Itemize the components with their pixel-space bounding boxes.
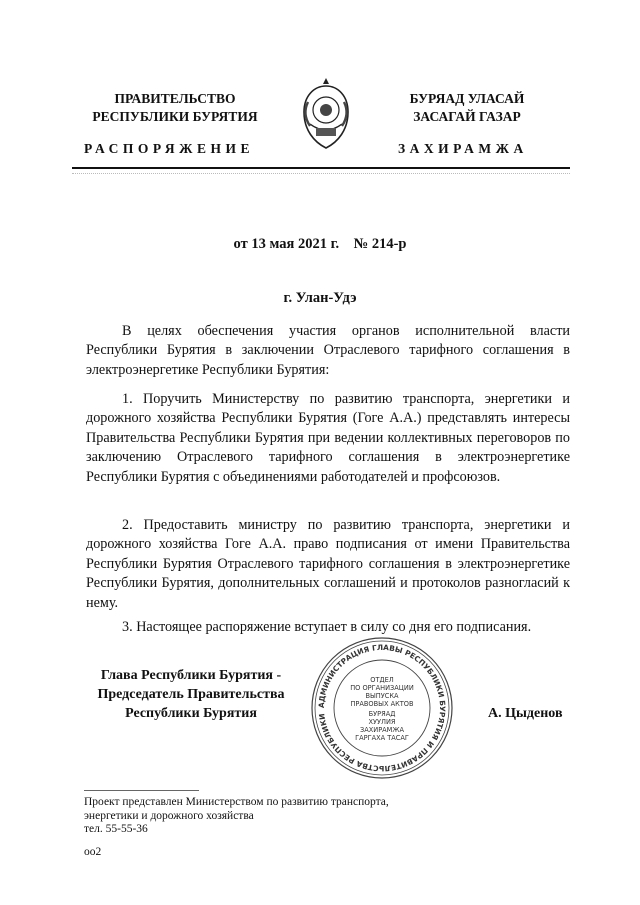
document-code: оо2 bbox=[84, 846, 102, 858]
header-divider bbox=[72, 167, 570, 169]
paragraph-3: 3. Настоящее распоряжение вступает в силу со дня его подписания. bbox=[122, 619, 532, 635]
signatory-title-line-2: Председатель Правительства bbox=[97, 687, 285, 702]
footer-line-3: тел. 55-55-36 bbox=[84, 823, 148, 835]
footer-line-2: энергетики и дорожного хозяйства bbox=[84, 809, 254, 822]
issuer-name-buryat bbox=[372, 90, 562, 126]
seal-center-line-3: ВЫПУСКА bbox=[365, 692, 399, 700]
footer-line-1: Проект представлен Министерством по развитию транспорта, bbox=[84, 796, 389, 808]
paragraph-1: 1. Поручить Министерству по развитию транспорта, энергетики и дорожного хозяйства Республики Бурятия (Гоге А.А.) представлять интересы Правительства Республики Бурятия при ведении коллективных переговоров по заключению Отраслевого тарифного соглашения в электроэнергетике Республики Бурятия с объединениями работодателей и профсоюзов. bbox=[86, 391, 570, 485]
seal-ring-text: АДМИНИСТРАЦИЯ ГЛАВЫ РЕСПУБЛИКИ БУРЯТИЯ И ПРАВИТЕЛЬСТВА РЕСПУБЛИКИ bbox=[316, 642, 448, 774]
seal-center-line-5: БУРЯАД bbox=[368, 710, 396, 718]
doc-type-russian: РАСПОРЯЖЕНИЕ bbox=[84, 141, 255, 156]
coat-of-arms-emblem bbox=[296, 74, 356, 154]
signatory-name: А. Цыденов bbox=[488, 706, 563, 721]
seal-center-line-1: ОТДЕЛ bbox=[370, 676, 394, 684]
seal-center-line-6: ХУУЛИЯ bbox=[368, 718, 396, 726]
issuer-name-russian bbox=[80, 90, 270, 126]
footnote-divider bbox=[84, 790, 199, 791]
signatory-title-line-3: Республики Бурятия bbox=[125, 706, 257, 721]
issuer-line-2: РЕСПУБЛИКИ БУРЯТИЯ bbox=[92, 109, 258, 124]
seal-center-line-2: ПО ОРГАНИЗАЦИИ bbox=[350, 684, 414, 692]
paragraph-2: 2. Предоставить министру по развитию транспорта, энергетики и дорожного хозяйства Гоге А.А. право подписания от имени Правительства Республики Бурятия Отраслевого тарифного соглашения в электроэнергетике Республики Бурятия, дополнительных соглашений и протоколов разногласий к нему. bbox=[86, 517, 570, 611]
header-dotted-divider bbox=[72, 173, 570, 174]
signatory-title-line-1: Глава Республики Бурятия - bbox=[100, 668, 282, 683]
signatory-title bbox=[82, 666, 300, 723]
intro-paragraph: В целях обеспечения участия органов исполнительной власти Республики Бурятия в заключении Отраслевого тарифного соглашения в электроэнергетике Республики Бурятия: bbox=[86, 323, 570, 378]
city: г. Улан-Удэ bbox=[283, 290, 357, 306]
issuer-line-1: ПРАВИТЕЛЬСТВО bbox=[114, 91, 236, 106]
seal-center-line-7: ЗАХИРАМЖА bbox=[360, 726, 404, 734]
official-seal-stamp bbox=[310, 636, 454, 780]
seal-center-line-4: ПРАВОВЫХ АКТОВ bbox=[350, 700, 414, 708]
date-and-number: от 13 мая 2021 г. № 214-р bbox=[233, 236, 407, 252]
footer-note bbox=[84, 796, 564, 837]
issuer-buryat-line-1: БУРЯАД УЛАСАЙ bbox=[409, 91, 525, 106]
doc-type-buryat: ЗАХИРАМЖА bbox=[398, 141, 528, 156]
issuer-buryat-line-2: ЗАСАГАЙ ГАЗАР bbox=[413, 109, 521, 124]
seal-center-line-8: ГАРГАХА ТАСАГ bbox=[355, 734, 409, 742]
